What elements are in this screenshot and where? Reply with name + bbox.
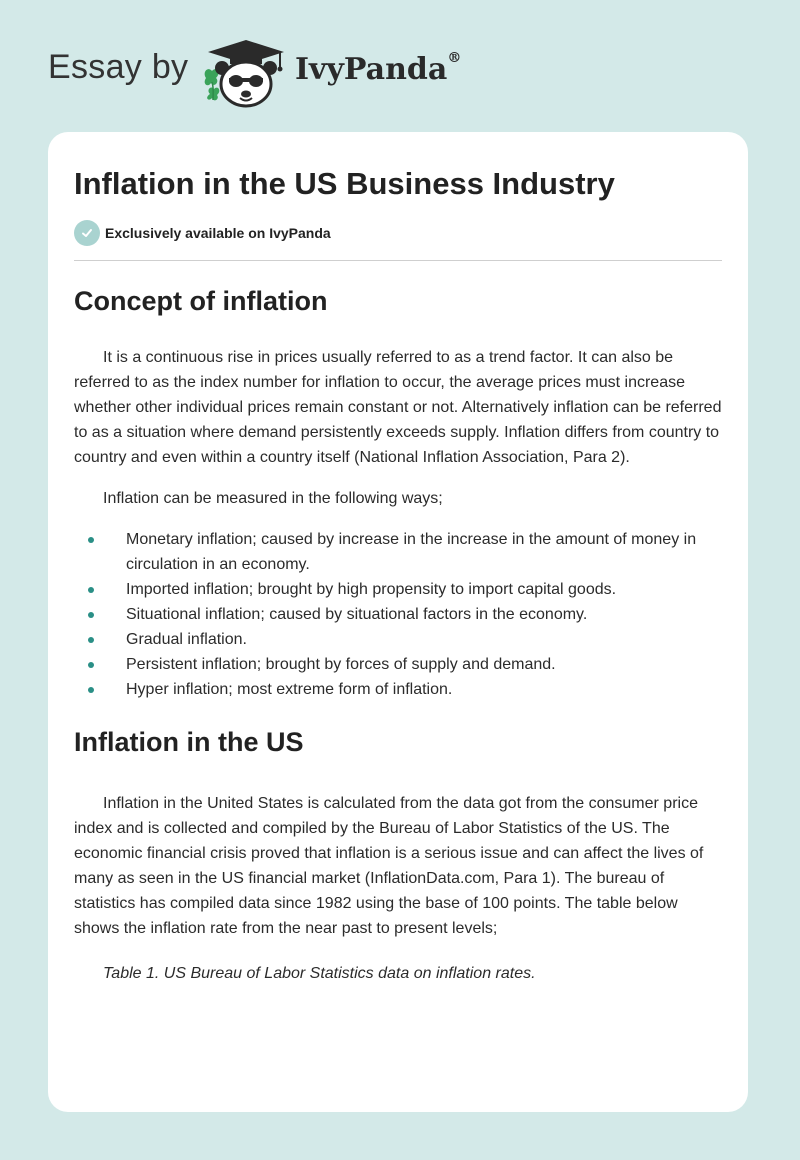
exclusive-label: Exclusively available on IvyPanda [105,225,331,241]
list-item [74,652,722,677]
list-item [74,602,722,627]
exclusive-badge [74,220,722,246]
bullet-icon [88,637,94,643]
bullet-icon [88,687,94,693]
page-title: Inflation in the US Business Industry [74,166,615,201]
table-caption: Table 1. US Bureau of Labor Statistics data on inflation rates. [103,965,536,982]
list-item-text: Gradual inflation. [126,631,247,648]
bullet-icon [88,612,94,618]
section-heading-us: Inflation in the US [74,727,304,757]
essay-by-text: Essay by [48,48,189,86]
check-icon [74,220,100,246]
list-item-text: Persistent inflation; brought by forces of supply and demand. [126,656,556,673]
bullet-icon [88,662,94,668]
paragraph: Inflation can be measured in the following ways; [103,490,443,507]
list-item-text: Hyper inflation; most extreme form of inflation. [126,681,453,698]
brand-text: IvyPanda [295,52,448,87]
brand-name[interactable] [295,52,461,87]
paragraph: It is a continuous rise in prices usually referred to as a trend factor. It can also be referred to as the index number for inflation to occur, the average prices must increase whether other individual prices remain constant or not. Alternatively inflation can be referred to as a situation where demand persistently exceeds supply. Inflation differs from country to country and even within a country itself (National Inflation Association, Para 2). [74,349,722,466]
article-card [48,132,748,1112]
section-heading-concept: Concept of inflation [74,286,328,316]
ivypanda-logo-icon[interactable] [200,38,292,108]
registered-mark: ® [447,50,462,66]
site-header [0,0,800,120]
list-item-text: Situational inflation; caused by situational factors in the economy. [126,606,588,623]
paragraph: Inflation in the United States is calculated from the data got from the consumer price index and is collected and compiled by the Bureau of Labor Statistics of the US. The economic financial crisis proved that inflation is a serious issue and can affect the lives of many as seen in the US financial market (InflationData.com, Para 1). The bureau of statistics has compiled data since 1982 using the base of 100 points. The table below shows the inflation rate from the near past to present levels; [74,795,704,937]
list-item [74,677,722,702]
list-item [74,527,722,577]
list-item-text: Imported inflation; brought by high propensity to import capital goods. [126,581,617,598]
divider [74,260,722,261]
article-content [74,164,722,986]
list-item-text: Monetary inflation; caused by increase in the increase in the amount of money in circulation in an economy. [126,531,697,573]
bullet-icon [88,537,94,543]
list-item [74,577,722,602]
list-item [74,627,722,652]
inflation-types-list [74,527,722,702]
bullet-icon [88,587,94,593]
